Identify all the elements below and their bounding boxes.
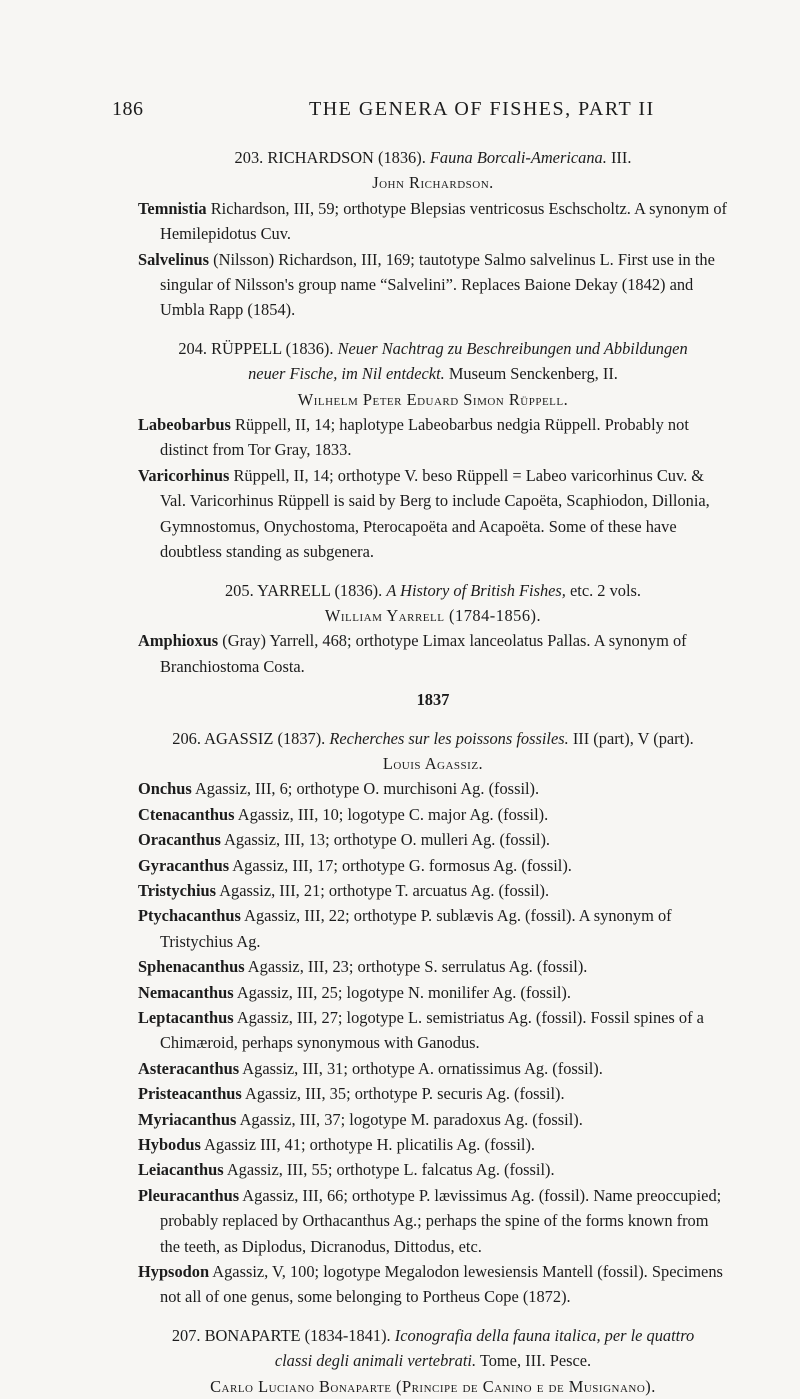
entry-number: 206. (172, 728, 201, 748)
genus-name: Oracanthus (138, 830, 221, 850)
running-title: THE GENERA OF FISHES, PART II (309, 98, 655, 120)
entry-author: RÜPPELL (211, 338, 282, 358)
genus-name: Varicorhinus (138, 465, 230, 485)
year-heading: 1837 (416, 690, 450, 710)
entry-number: 207. (171, 1325, 201, 1345)
genus-entry (138, 1005, 728, 1056)
author-full-name: Louis Agassiz. (382, 753, 484, 773)
entry-heading (138, 336, 728, 361)
genus-text: (Gray) Yarrell, 468; orthotype Limax lanceolatus Pallas. A synonym of Branchiostoma Costa. (160, 631, 687, 676)
entry-year: (1836). (378, 148, 426, 167)
genus-name: Ptychacanthus (138, 906, 241, 926)
genus-entry (138, 1157, 728, 1182)
entry-author: RICHARDSON (267, 148, 374, 167)
entry-heading (138, 726, 728, 751)
genus-entry (138, 1259, 728, 1310)
page-body (138, 145, 728, 1399)
entry-heading (138, 1323, 728, 1348)
genus-text: Agassiz, V, 100; logotype Megalodon lewesiensis Mantell (fossil). Specimens not all of one genus, some belonging to Portheus Cope (1872). (160, 1262, 723, 1307)
genus-name: Ctenacanthus (138, 804, 235, 824)
author-full-name: Carlo Luciano Bonaparte (Principe de Canino e de Musignano). (210, 1376, 656, 1396)
genus-name: Myriacanthus (138, 1109, 237, 1129)
genus-name: Tristychius (138, 880, 217, 900)
entry-year: (1836). (334, 580, 383, 600)
genus-text: Agassiz, III, 55; orthotype L. falcatus Ag. (fossil). (226, 1160, 555, 1180)
entry-volume: Tome, III. Pesce. (479, 1351, 592, 1371)
entry-gap (138, 713, 728, 726)
genus-text: Agassiz, III, 21; orthotype T. arcuatus Ag. (fossil). (219, 880, 550, 900)
genus-text: Rüppell, II, 14; haplotype Labeobarbus nedgia Rüppell. Probably not distinct from Tor Gray, 1833. (160, 415, 689, 460)
entry-title: Neuer Nachtrag zu Beschreibungen und Abbildungen (337, 338, 688, 358)
author-full-name: Wilhelm Peter Eduard Simon Rüppell. (297, 389, 569, 409)
genus-text: Agassiz, III, 25; logotype N. monilifer Ag. (fossil). (236, 982, 571, 1002)
entry-title: A History of British Fishes, (386, 580, 566, 600)
genus-entry (138, 412, 728, 463)
genus-text: Agassiz, III, 13; orthotype O. mulleri Ag. (fossil). (224, 830, 551, 850)
genus-entry (138, 853, 728, 878)
genus-text: Rüppell, II, 14; orthotype V. beso Rüppell = Labeo varicorhinus Cuv. & Val. Varicorhinus Rüppell is said by Berg to include Capoëta, Scaphiodon, Dillonia, Gymnostomus, Onychostoma, Pterocapoëta and Acapoëta. Some of these have doubtless standing as subgenera. (160, 465, 710, 562)
entry-heading (138, 578, 728, 603)
genus-text: Agassiz III, 41; orthotype H. plicatilis Ag. (fossil). (204, 1135, 536, 1155)
genus-entry (138, 827, 728, 852)
genus-text: Agassiz, III, 31; orthotype A. ornatissimus Ag. (fossil). (242, 1058, 603, 1078)
genus-name: Hybodus (138, 1135, 201, 1155)
genus-text: Agassiz, III, 35; orthotype P. securis Ag. (fossil). (245, 1084, 565, 1104)
genus-name: Labeobarbus (138, 415, 231, 435)
entry-title: Recherches sur les poissons fossiles. (329, 728, 569, 748)
genus-text: Agassiz, III, 6; orthotype O. murchisoni Ag. (fossil). (194, 779, 540, 799)
genus-entry (138, 247, 728, 323)
genus-text: (Nilsson) Richardson, III, 169; tautotype Salmo salvelinus L. First use in the singular of Nilsson's group name “Salvelini”. Replaces Baione Dekay (1842) and Umbla Rapp (1854). (160, 249, 715, 320)
entry-year: (1836). (285, 338, 334, 358)
genus-entry (138, 878, 728, 903)
entry-author: BONAPARTE (204, 1325, 301, 1345)
entry-volume: etc. 2 vols. (570, 580, 642, 600)
entry-author: AGASSIZ (204, 728, 274, 748)
author-full-name: William Yarrell (1784-1856). (324, 605, 542, 625)
genus-entry (138, 903, 728, 954)
genus-name: Leptacanthus (138, 1008, 234, 1027)
entry-number: 205. (224, 580, 254, 600)
genus-name: Hypsodon (138, 1262, 210, 1282)
genus-entry (138, 463, 728, 565)
entry-volume: III. (610, 148, 632, 167)
genus-entry (138, 954, 728, 979)
genus-name: Sphenacanthus (138, 957, 245, 977)
genus-text: Agassiz, III, 27; logotype L. semistriatus Ag. (fossil). Fossil spines of a Chimæroid, perhaps synonymous with Ganodus. (160, 1008, 704, 1053)
genus-text: Agassiz, III, 10; logotype C. major Ag. (fossil). (237, 804, 549, 824)
genus-name: Onchus (138, 779, 192, 799)
entry-volume: III (part), V (part). (572, 728, 694, 748)
genus-name: Pleuracanthus (138, 1185, 240, 1205)
genus-text: Agassiz, III, 37; logotype M. paradoxus Ag. (fossil). (239, 1109, 583, 1129)
genus-entry (138, 1081, 728, 1106)
entry-number: 204. (178, 338, 208, 358)
entry-heading-cont (138, 361, 728, 386)
entry-title: Fauna Borcali-Americana. (429, 148, 607, 167)
entry-year: (1837). (277, 728, 326, 748)
genus-entry (138, 1183, 728, 1259)
entry-heading (138, 145, 728, 170)
genus-text: Agassiz, III, 23; orthotype S. serrulatus Ag. (fossil). (247, 957, 588, 977)
entry-volume: Museum Senckenberg, II. (448, 364, 618, 384)
genus-entry (138, 776, 728, 801)
entry-heading-cont (138, 1348, 728, 1373)
genus-name: Gyracanthus (138, 855, 230, 875)
entry-gap (138, 565, 728, 578)
entry-year: (1834-1841). (304, 1325, 391, 1345)
genus-text: Richardson, III, 59; orthotype Blepsias ventricosus Eschscholtz. A synonym of Hemilepidotus Cuv. (160, 198, 727, 244)
genus-entry (138, 980, 728, 1005)
genus-entry (138, 196, 728, 247)
genus-entry (138, 1132, 728, 1157)
genus-name: Leiacanthus (138, 1160, 224, 1180)
genus-name: Nemacanthus (138, 982, 234, 1002)
entry-title: Iconografia della fauna italica, per le quattro (394, 1325, 695, 1345)
genus-name: Salvelinus (138, 249, 210, 269)
genus-entry (138, 628, 728, 679)
genus-name: Asteracanthus (138, 1058, 240, 1078)
entry-gap (138, 323, 728, 336)
genus-entry (138, 802, 728, 827)
page-number: 186 (112, 98, 144, 120)
genus-entry (138, 1107, 728, 1132)
genus-name: Pristeacanthus (138, 1084, 242, 1104)
entry-title-cont: classi degli animali vertebrati. (274, 1351, 477, 1371)
genus-entry (138, 1056, 728, 1081)
author-full-name: John Richardson. (372, 173, 494, 193)
entry-gap (138, 1310, 728, 1323)
genus-name: Amphioxus (138, 631, 219, 651)
genus-text: Agassiz, III, 17; orthotype G. formosus Ag. (fossil). (232, 855, 572, 875)
genus-text: Agassiz, III, 22; orthotype P. sublævis Ag. (fossil). A synonym of Tristychius Ag. (160, 906, 672, 951)
entry-author: YARRELL (257, 580, 331, 600)
genus-name: Temnistia (138, 198, 207, 218)
entry-title-cont: neuer Fische, im Nil entdeckt. (248, 364, 445, 384)
genus-text: Agassiz, III, 66; orthotype P. lævissimus Ag. (fossil). Name preoccupied; probably replaced by Orthacanthus Ag.; perhaps the spine of the forms known from the teeth, as Diplodus, Dicranodus, Dittodus, etc. (160, 1185, 722, 1256)
entry-number: 203. (234, 148, 264, 167)
